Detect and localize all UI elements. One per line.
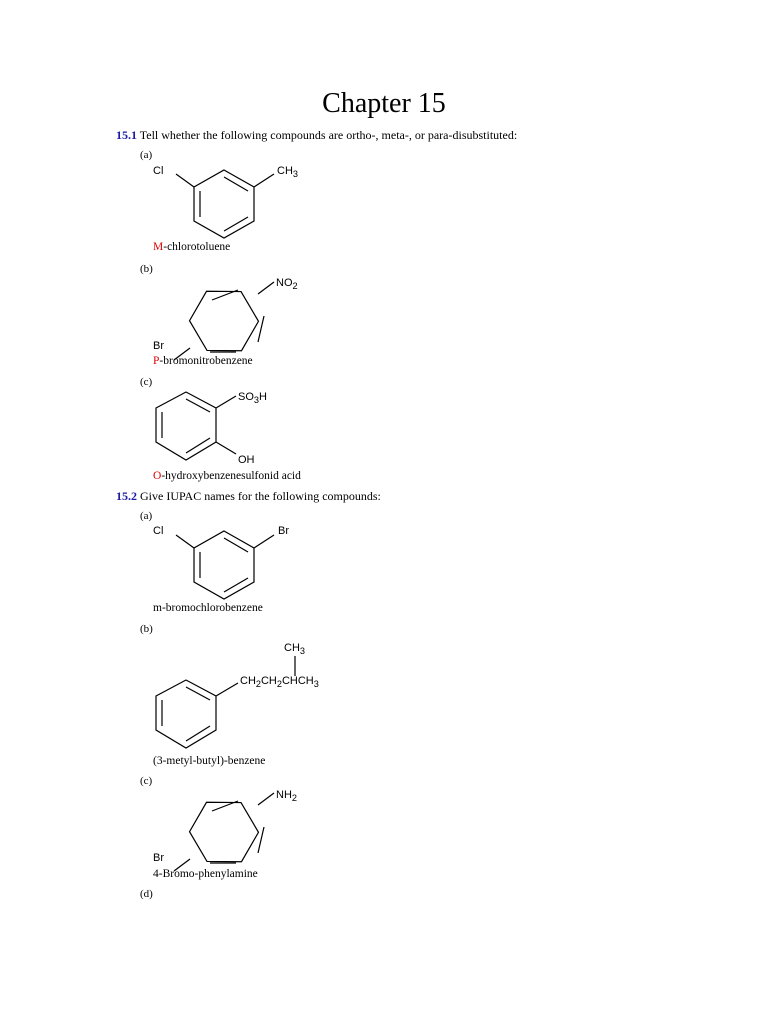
- page-title: Chapter 15: [322, 88, 446, 119]
- answer-name: [153, 355, 253, 367]
- answer-prefix: P: [153, 355, 160, 367]
- formula-subscript: 3: [299, 646, 305, 657]
- item-label: (a): [140, 510, 153, 522]
- formula-text: CHCH: [281, 675, 314, 687]
- formula-text: NO: [276, 277, 293, 289]
- substituent-br: Br: [153, 852, 164, 864]
- substituent-cl: Cl: [153, 525, 164, 537]
- question-number: 15.1: [116, 128, 137, 142]
- substituent-ch3: [277, 165, 298, 179]
- item-label: (b): [140, 263, 153, 275]
- substituent-br: Br: [153, 340, 164, 352]
- formula-subscript: 2: [255, 679, 261, 690]
- answer-name: 4-Bromo-phenylamine: [153, 868, 258, 880]
- question-15-1: [116, 128, 517, 143]
- formula-text: SO: [238, 391, 254, 403]
- formula-text: H: [259, 391, 267, 403]
- formula-subscript: 2: [276, 679, 282, 690]
- answer-name: [153, 241, 230, 253]
- formula-text: CH: [240, 675, 256, 687]
- question-number: 15.2: [116, 489, 137, 503]
- benzene-ring: [156, 392, 216, 460]
- formula-subscript: 3: [292, 169, 298, 180]
- answer-text: -bromonitrobenzene: [159, 355, 253, 367]
- side-chain: [240, 675, 319, 689]
- answer-text: -chlorotoluene: [163, 241, 231, 253]
- answer-prefix: M: [153, 241, 164, 253]
- substituent-nh2: [276, 789, 297, 803]
- question-text: Tell whether the following compounds are ortho-, meta-, or para-disubstituted:: [137, 128, 518, 142]
- question-15-2: [116, 489, 381, 504]
- item-label: (c): [140, 775, 153, 787]
- substituent-no2: [276, 277, 298, 291]
- answer-name: (3-metyl-butyl)-benzene: [153, 755, 266, 767]
- item-label: (c): [140, 376, 153, 388]
- substituent-ch3: [284, 642, 305, 656]
- formula-subscript: 2: [291, 793, 297, 804]
- item-label: (a): [140, 149, 153, 161]
- substituent-br: Br: [278, 525, 289, 537]
- 3-methylbutylbenzene-structure: [150, 640, 350, 750]
- formula-text: CH: [284, 642, 300, 654]
- answer-prefix: O: [153, 470, 162, 482]
- substituent-oh: OH: [238, 454, 255, 466]
- question-text: Give IUPAC names for the following compounds:: [137, 489, 381, 503]
- benzene-ring: [194, 170, 254, 238]
- answer-text: -hydroxybenzenesulfonid acid: [161, 470, 301, 482]
- item-label: (d): [140, 888, 153, 900]
- answer-name: m-bromochlorobenzene: [153, 602, 263, 614]
- o-hydroxybenzenesulfonic-acid-structure: [150, 388, 310, 468]
- substituent-so3h: [238, 391, 267, 405]
- substituent-cl: Cl: [153, 165, 164, 177]
- formula-text: NH: [276, 789, 292, 801]
- formula-text: CH: [277, 165, 293, 177]
- formula-subscript: 2: [292, 281, 298, 292]
- formula-subscript: 3: [313, 679, 319, 690]
- benzene-ring: [194, 531, 254, 599]
- formula-subscript: 3: [253, 395, 259, 406]
- formula-text: CH: [260, 675, 277, 687]
- item-label: (b): [140, 623, 153, 635]
- answer-name: [153, 470, 301, 482]
- benzene-ring: [156, 680, 216, 748]
